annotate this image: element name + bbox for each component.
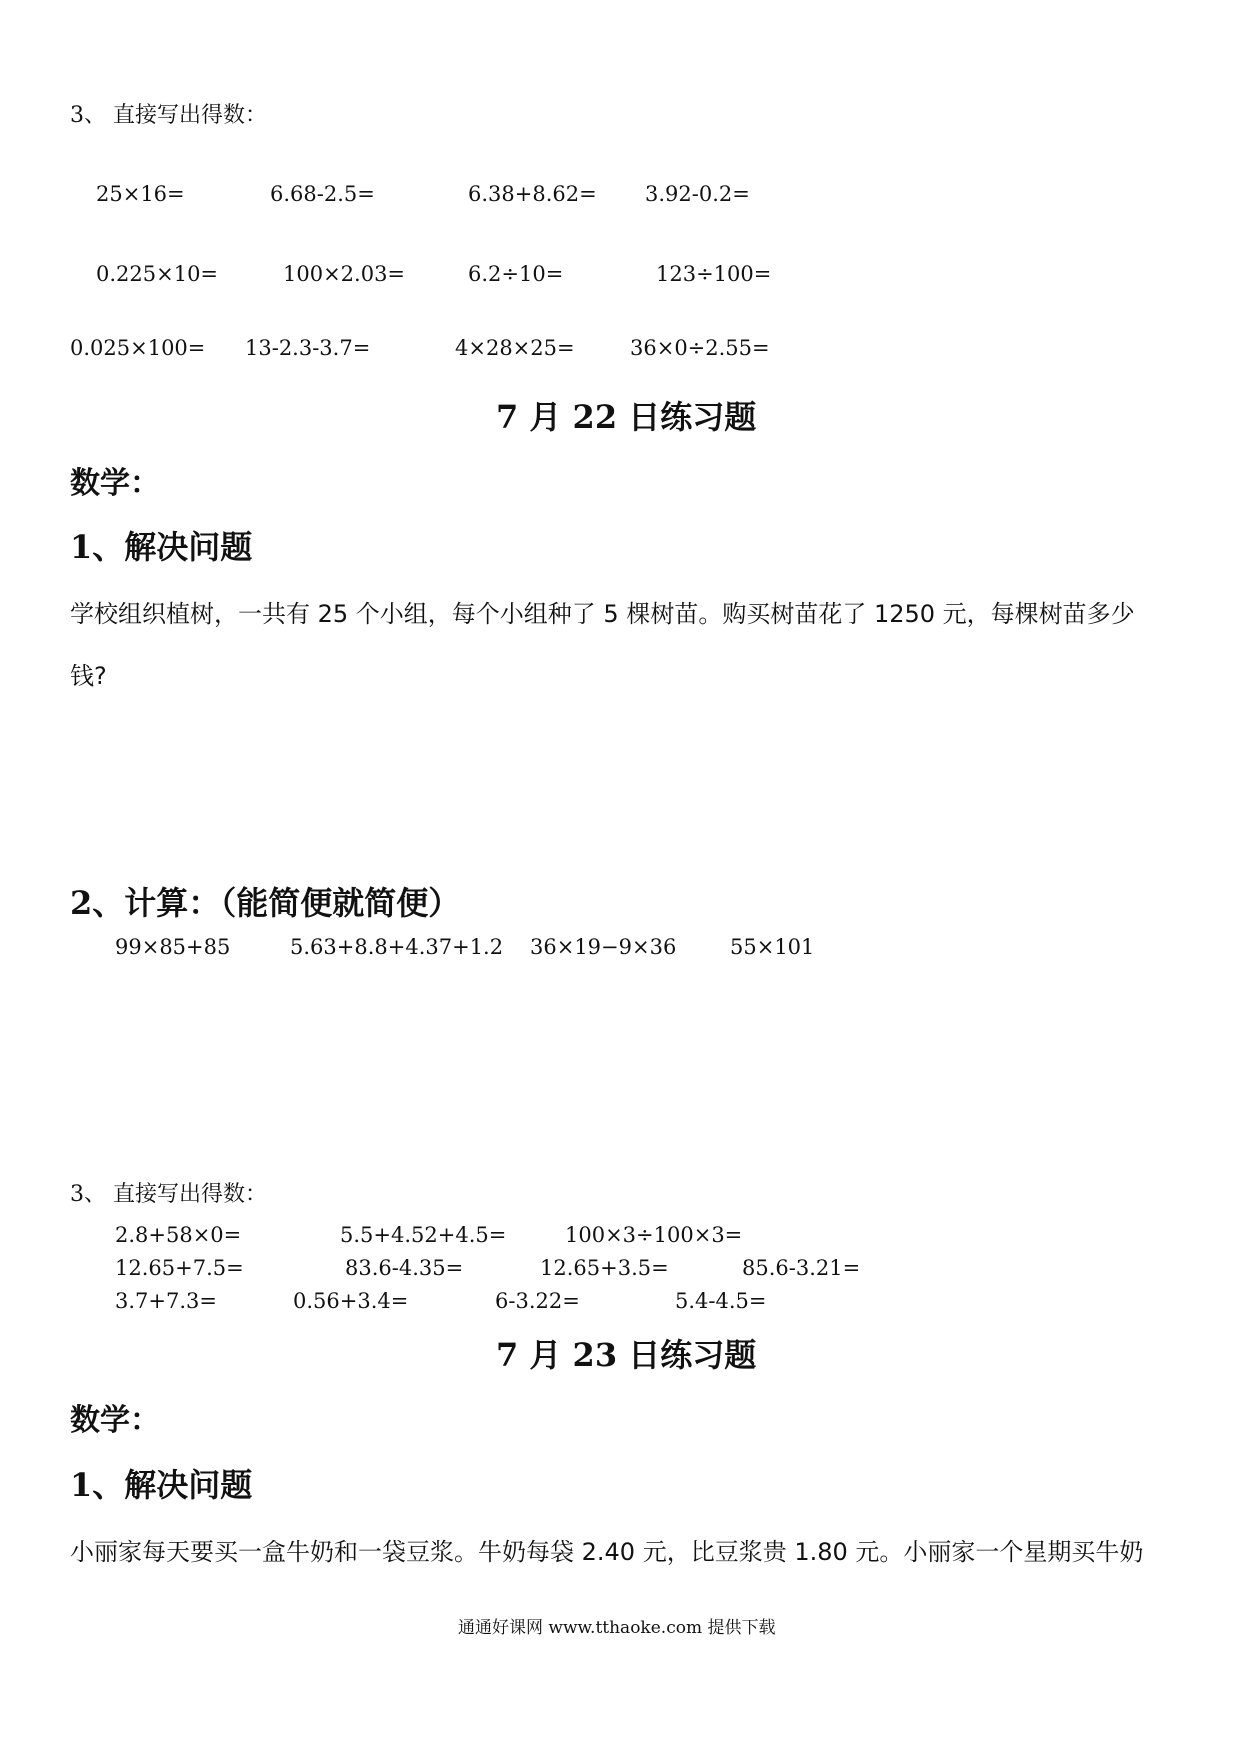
expression: 100×2.03= bbox=[283, 262, 406, 286]
day23-q1-heading: 1、解决问题 bbox=[70, 1466, 253, 1504]
expression: 55×101 bbox=[730, 935, 815, 959]
expression: 12.65+7.5= bbox=[115, 1256, 244, 1280]
expression: 13-2.3-3.7= bbox=[245, 336, 371, 360]
expression: 100×3÷100×3= bbox=[565, 1223, 743, 1247]
page-footer: 通通好课网 www.tthaoke.com 提供下载 bbox=[458, 1618, 776, 1638]
expression: 5.5+4.52+4.5= bbox=[340, 1223, 507, 1247]
day22-title: 7 月 22 日练习题 bbox=[496, 398, 757, 436]
expression: 83.6-4.35= bbox=[345, 1256, 464, 1280]
expression: 6.2÷10= bbox=[468, 262, 564, 286]
day22-q3-heading: 3、 直接写出得数： bbox=[70, 1182, 267, 1207]
expression: 6.38+8.62= bbox=[468, 182, 597, 206]
day23-title: 7 月 23 日练习题 bbox=[496, 1336, 757, 1374]
expression: 12.65+3.5= bbox=[540, 1256, 669, 1280]
expression: 85.6-3.21= bbox=[742, 1256, 861, 1280]
expression: 5.4-4.5= bbox=[675, 1289, 767, 1313]
expression: 0.025×100= bbox=[70, 336, 206, 360]
expression: 6.68-2.5= bbox=[270, 182, 375, 206]
expression: 3.7+7.3= bbox=[115, 1289, 217, 1313]
expression: 5.63+8.8+4.37+1.2 bbox=[290, 935, 504, 959]
expression: 2.8+58×0= bbox=[115, 1223, 242, 1247]
expression: 36×19−9×36 bbox=[530, 935, 677, 959]
expression: 4×28×25= bbox=[455, 336, 575, 360]
expression: 25×16= bbox=[96, 182, 185, 206]
expression: 99×85+85 bbox=[115, 935, 231, 959]
expression: 3.92-0.2= bbox=[645, 182, 750, 206]
expression: 36×0÷2.55= bbox=[630, 336, 770, 360]
day22-q1-text-line2: 钱? bbox=[70, 662, 107, 690]
day23-subject: 数学： bbox=[70, 1403, 160, 1438]
day23-q1-text-line1: 小丽家每天要买一盒牛奶和一袋豆浆。牛奶每袋 2.40 元，比豆浆贵 1.80 元。小丽家一个星期买牛奶 bbox=[70, 1538, 1144, 1566]
day22-q1-text-line1: 学校组织植树，一共有 25 个小组，每个小组种了 5 棵树苗。购买树苗花了 1250 元，每棵树苗多少 bbox=[70, 600, 1135, 628]
top-q3-heading: 3、 直接写出得数： bbox=[70, 103, 267, 128]
expression: 123÷100= bbox=[656, 262, 772, 286]
expression: 0.225×10= bbox=[96, 262, 219, 286]
day22-q2-heading: 2、计算：（能简便就简便） bbox=[70, 884, 461, 922]
day22-subject: 数学： bbox=[70, 466, 160, 501]
expression: 6-3.22= bbox=[495, 1289, 580, 1313]
day22-q1-heading: 1、解决问题 bbox=[70, 528, 253, 566]
expression: 0.56+3.4= bbox=[293, 1289, 409, 1313]
